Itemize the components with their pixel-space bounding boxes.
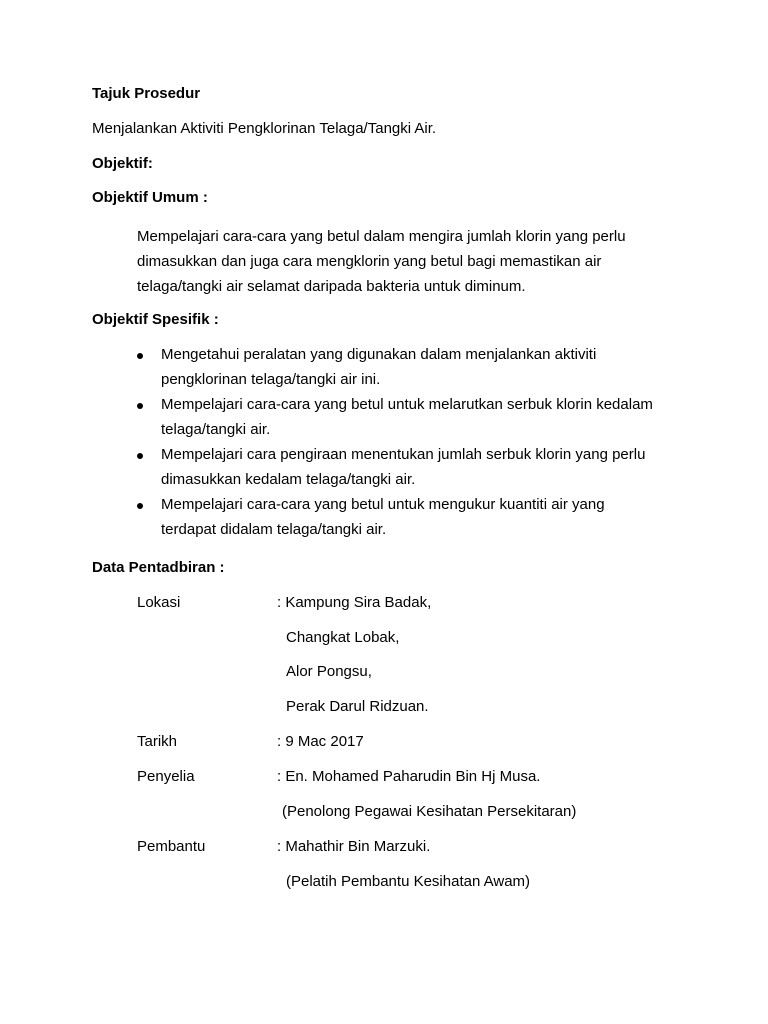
lokasi-value: Changkat Lobak,	[286, 629, 400, 646]
lokasi-value: Perak Darul Ridzuan.	[286, 698, 429, 715]
list-item	[137, 442, 697, 492]
list-item-line: Mempelajari cara-cara yang betul untuk melarutkan serbuk klorin kedalam	[161, 396, 653, 413]
list-item-line: dimasukkan kedalam telaga/tangki air.	[161, 471, 416, 488]
heading-data-pentadbiran: Data Pentadbiran :	[92, 559, 225, 576]
lokasi-value: : Kampung Sira Badak,	[277, 594, 432, 611]
heading-objektif-spesifik: Objektif Spesifik :	[92, 311, 219, 328]
penyelia-note: (Penolong Pegawai Kesihatan Persekitaran)	[282, 803, 577, 820]
bullet-icon	[137, 353, 143, 359]
lokasi-value: Alor Pongsu,	[286, 663, 372, 680]
bullet-icon	[137, 403, 143, 409]
list-item	[137, 342, 697, 392]
tarikh-label: Tarikh	[137, 733, 178, 750]
paragraph-line: Mempelajari cara-cara yang betul dalam mengira jumlah klorin yang perlu	[137, 228, 626, 245]
list-item	[137, 492, 697, 542]
list-item-line: pengklorinan telaga/tangki air ini.	[161, 371, 381, 388]
list-item-line: Mempelajari cara pengiraan menentukan jumlah serbuk klorin yang perlu	[161, 446, 646, 463]
heading-objektif: Objektif:	[92, 155, 153, 172]
tajuk-prosedur-text: Menjalankan Aktiviti Pengklorinan Telaga/Tangki Air.	[92, 120, 437, 137]
paragraph-line: telaga/tangki air selamat daripada bakteria untuk diminum.	[137, 278, 526, 295]
penyelia-label: Penyelia	[137, 768, 195, 785]
bullet-icon	[137, 503, 143, 509]
paragraph-line: dimasukkan dan juga cara mengklorin yang betul bagi memastikan air	[137, 253, 602, 270]
objektif-spesifik-list	[137, 342, 697, 542]
list-item-line: telaga/tangki air.	[161, 421, 271, 438]
heading-tajuk-prosedur: Tajuk Prosedur	[92, 85, 201, 102]
list-item-line: Mempelajari cara-cara yang betul untuk mengukur kuantiti air yang	[161, 496, 605, 513]
lokasi-label: Lokasi	[137, 594, 181, 611]
pembantu-note: (Pelatih Pembantu Kesihatan Awam)	[286, 873, 531, 890]
objektif-umum-paragraph	[137, 224, 677, 299]
pembantu-label: Pembantu	[137, 838, 206, 855]
tarikh-value: : 9 Mac 2017	[277, 733, 364, 750]
heading-objektif-umum: Objektif Umum :	[92, 189, 208, 206]
list-item	[137, 392, 697, 442]
list-item-line: Mengetahui peralatan yang digunakan dalam menjalankan aktiviti	[161, 346, 597, 363]
pembantu-value: : Mahathir Bin Marzuki.	[277, 838, 431, 855]
list-item-line: terdapat didalam telaga/tangki air.	[161, 521, 387, 538]
penyelia-value: : En. Mohamed Paharudin Bin Hj Musa.	[277, 768, 541, 785]
bullet-icon	[137, 453, 143, 459]
